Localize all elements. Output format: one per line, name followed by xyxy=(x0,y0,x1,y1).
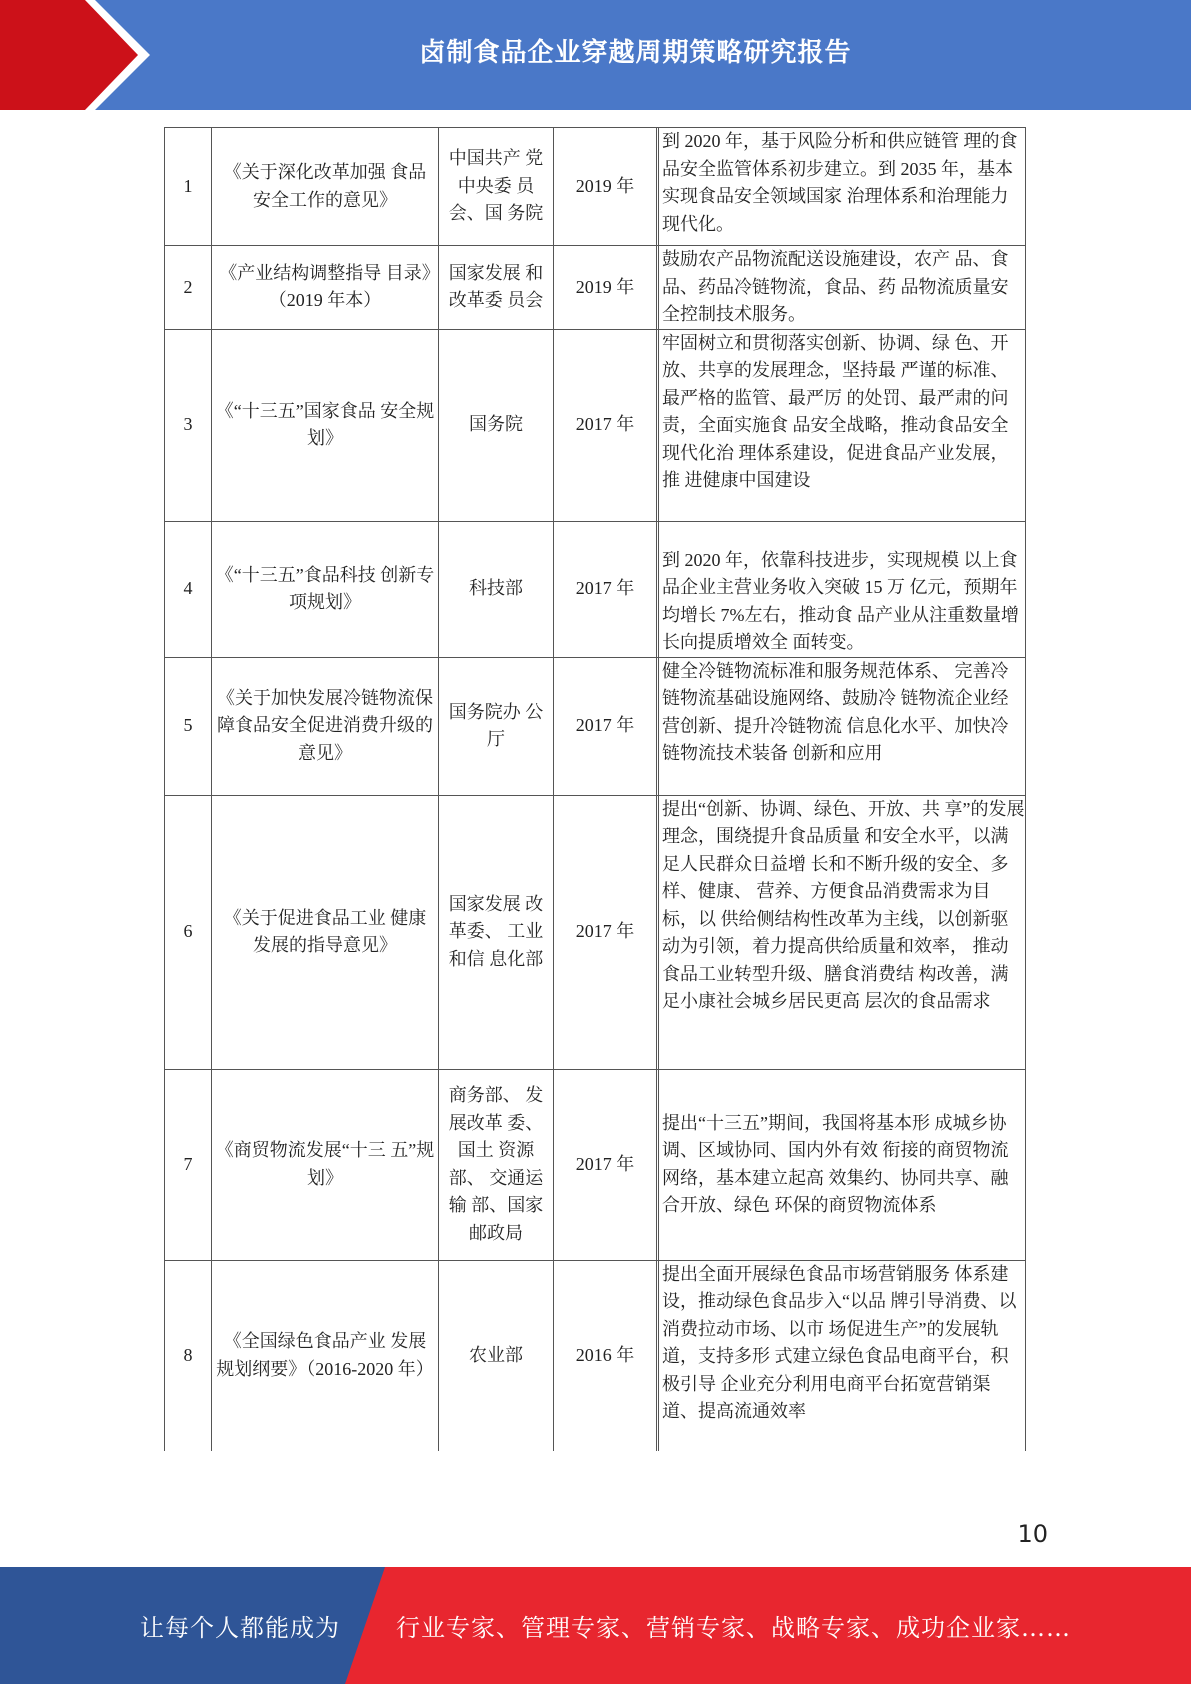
report-title: 卤制食品企业穿越周期策略研究报告 xyxy=(419,37,852,68)
table-row xyxy=(165,329,1026,521)
issue-year: 2017 年 xyxy=(554,329,657,521)
issuing-department: 国务院办 公厅 xyxy=(439,657,554,795)
policy-content: 到 2020 年，依靠科技进步，实现规模 以上食品企业主营业务收入突破 15 万 亿元，预期年均增长 7%左右，推动食 品产业从注重数量增长向提质增效全 面转变。 xyxy=(659,521,1026,657)
issue-year: 2017 年 xyxy=(554,657,657,795)
policy-name: 《“十三五”国家食品 安全规划》 xyxy=(212,329,439,521)
policy-table xyxy=(164,127,1026,1451)
table-row xyxy=(165,521,1026,657)
policy-name: 《产业结构调整指导 目录》（2019 年本） xyxy=(212,246,439,330)
issuing-department: 中国共产 党中央委 员会、国 务院 xyxy=(439,128,554,246)
issue-year: 2019 年 xyxy=(554,128,657,246)
table-row xyxy=(165,246,1026,330)
policy-name: 《关于加快发展冷链物流保障食品安全促进消费升级的意见》 xyxy=(212,657,439,795)
row-index: 4 xyxy=(165,521,212,657)
policy-content: 健全冷链物流标准和服务规范体系、 完善冷链物流基础设施网络、鼓励冷 链物流企业经营创新、提升冷链物流 信息化水平、加快冷链物流技术装备 创新和应用 xyxy=(659,657,1026,795)
row-index: 3 xyxy=(165,329,212,521)
issue-year: 2017 年 xyxy=(554,795,657,1069)
policy-content: 到 2020 年，基于风险分析和供应链管 理的食品安全监管体系初步建立。到 2035 年，基本实现食品安全领域国家 治理体系和治理能力现代化。 xyxy=(659,128,1026,246)
policy-name: 《商贸物流发展“十三 五”规划》 xyxy=(212,1069,439,1260)
issuing-department: 国务院 xyxy=(439,329,554,521)
issuing-department: 商务部、 发展改革 委、国土 资源部、 交通运输 部、国家邮政局 xyxy=(439,1069,554,1260)
issuing-department: 国家发展 和改革委 员会 xyxy=(439,246,554,330)
policy-content: 提出全面开展绿色食品市场营销服务 体系建设，推动绿色食品步入“以品 牌引导消费、以消费拉动市场、以市 场促进生产”的发展轨道，支持多形 式建立绿色食品电商平台，积极引导 企业充分利用电商平台拓宽营销渠 道、提高流通效率 xyxy=(659,1260,1026,1451)
row-index: 6 xyxy=(165,795,212,1069)
row-index: 7 xyxy=(165,1069,212,1260)
policy-name: 《关于促进食品工业 健康发展的指导意见》 xyxy=(212,795,439,1069)
issuing-department: 农业部 xyxy=(439,1260,554,1451)
policy-content: 提出“十三五”期间，我国将基本形 成城乡协调、区域协同、国内外有效 衔接的商贸物流网络，基本建立起高 效集约、协同共享、融合开放、绿色 环保的商贸物流体系 xyxy=(659,1069,1026,1260)
footer-slogan-right: 行业专家、管理专家、营销专家、战略专家、成功企业家…… xyxy=(396,1614,1071,1642)
policy-name: 《关于深化改革加强 食品安全工作的意见》 xyxy=(212,128,439,246)
page-number: 10 xyxy=(1017,1520,1048,1548)
policy-content: 鼓励农产品物流配送设施建设，农产 品、食品、药品冷链物流，食品、药 品物流质量安全控制技术服务。 xyxy=(659,246,1026,330)
policy-name: 《全国绿色食品产业 发展规划纲要》（2016-2020 年） xyxy=(212,1260,439,1451)
issue-year: 2017 年 xyxy=(554,521,657,657)
page-header xyxy=(0,0,1191,110)
row-index: 2 xyxy=(165,246,212,330)
policy-name: 《“十三五”食品科技 创新专项规划》 xyxy=(212,521,439,657)
row-index: 8 xyxy=(165,1260,212,1451)
policy-content: 提出“创新、协调、绿色、开放、共 享”的发展理念，围绕提升食品质量 和安全水平，以满足人民群众日益增 长和不断升级的安全、多样、健康、 营养、方便食品消费需求为目标，以 供给侧结构性改革为主线，以创新驱 动为引领，着力提高供给质量和效率， 推动食品工业转型升级、膳食消费结 构改善，满足小康社会城乡居民更高 层次的食品需求 xyxy=(659,795,1026,1069)
issue-year: 2016 年 xyxy=(554,1260,657,1451)
page-footer xyxy=(0,1567,1191,1684)
issue-year: 2019 年 xyxy=(554,246,657,330)
table-row xyxy=(165,657,1026,795)
policy-content: 牢固树立和贯彻落实创新、协调、绿 色、开放、共享的发展理念，坚持最 严谨的标准、最严格的监管、最严厉 的处罚、最严肃的问责，全面实施食 品安全战略，推动食品安全现代化治 理体系建设，促进食品产业发展，推 进健康中国建设 xyxy=(659,329,1026,521)
issue-year: 2017 年 xyxy=(554,1069,657,1260)
row-index: 1 xyxy=(165,128,212,246)
issuing-department: 国家发展 改革委、 工业和信 息化部 xyxy=(439,795,554,1069)
policy-table-container xyxy=(164,127,1026,1451)
issuing-department: 科技部 xyxy=(439,521,554,657)
table-row xyxy=(165,795,1026,1069)
table-row xyxy=(165,128,1026,246)
row-index: 5 xyxy=(165,657,212,795)
footer-slogan-left: 让每个人都能成为 xyxy=(140,1614,340,1642)
table-row xyxy=(165,1069,1026,1260)
table-row xyxy=(165,1260,1026,1451)
